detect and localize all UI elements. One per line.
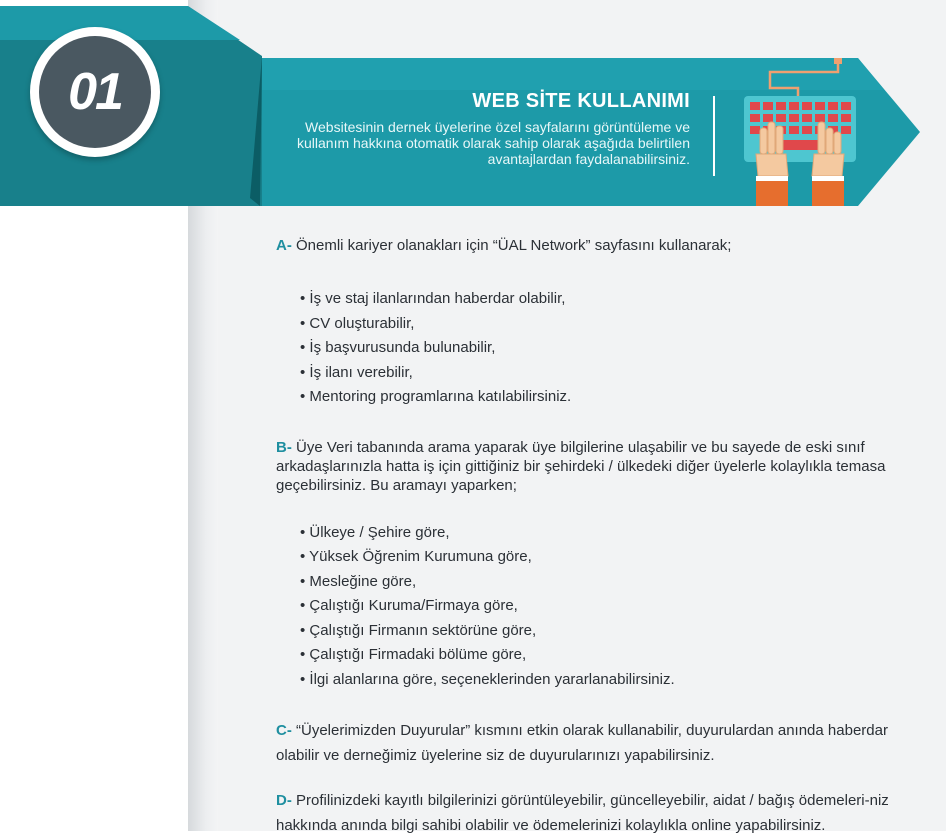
section-d-text: Profilinizdeki kayıtlı bilgilerinizi görüntüleyebilir, güncelleyebilir, aidat / bağış ödemeleri-niz hakkında anında bilgi sahibi olabilir ve ödemelerinizi kolaylıkla online yapabilirsiniz. bbox=[276, 792, 889, 834]
badge-number: 01 bbox=[39, 36, 151, 148]
list-item: • İş ilanı verebilir, bbox=[300, 361, 906, 386]
list-item: • İlgi alanlarına göre, seçeneklerinden yararlanabilirsiniz. bbox=[300, 668, 906, 693]
header-description: Websitesinin dernek üyelerine özel sayfalarını görüntüleme ve kullanım hakkına otomatik olarak sahip olarak aşağıda belirtilen avantajlardan faydalanabilirsiniz. bbox=[297, 119, 690, 167]
list-item: • Çalıştığı Firmanın sektörüne göre, bbox=[300, 619, 906, 644]
list-item: • Çalıştığı Firmadaki bölüme göre, bbox=[300, 643, 906, 668]
list-item: • İş ve staj ilanlarından haberdar olabilir, bbox=[300, 287, 906, 312]
list-item: • Mentoring programlarına katılabilirsiniz. bbox=[300, 385, 906, 410]
section-a-label: A- bbox=[276, 237, 292, 254]
list-item: • Yüksek Öğrenim Kurumuna göre, bbox=[300, 545, 906, 570]
header-title: WEB SİTE KULLANIMI bbox=[472, 90, 690, 112]
section-a-text: Önemli kariyer olanakları için “ÜAL Network” sayfasını kullanarak; bbox=[296, 237, 732, 254]
section-c-label: C- bbox=[276, 722, 292, 739]
list-item: • Ülkeye / Şehire göre, bbox=[300, 521, 906, 546]
section-c-text: “Üyelerimizden Duyurular” kısmını etkin olarak kullanabilir, duyurulardan anında haberdar olabilir ve derneğimiz üyelerine siz de duyurularınızı yapabilirsiniz. bbox=[276, 722, 888, 764]
keyboard-typing-icon bbox=[742, 58, 858, 208]
content bbox=[276, 236, 906, 838]
section-b-text: Üye Veri tabanında arama yaparak üye bilgilerine ulaşabilir ve bu sayede de eski sınıf arkadaşlarınızla hatta iş için gittiğiniz bir şehirdeki / ülkedeki diğer üyelerle kolaylıkla temasa geçebilirsiniz. Bu aramayı yaparken; bbox=[276, 438, 886, 494]
number-badge bbox=[30, 27, 160, 157]
section-c bbox=[276, 718, 906, 768]
list-item: • Çalıştığı Kuruma/Firmaya göre, bbox=[300, 594, 906, 619]
list-item: • İş başvurusunda bulunabilir, bbox=[300, 336, 906, 361]
header-text bbox=[270, 90, 690, 167]
section-d-label: D- bbox=[276, 792, 292, 809]
section-b-label: B- bbox=[276, 438, 292, 456]
list-item: • CV oluşturabilir, bbox=[300, 312, 906, 337]
section-a-list bbox=[276, 287, 906, 410]
header-divider bbox=[713, 96, 715, 176]
section-b-list bbox=[276, 521, 906, 693]
list-item: • Mesleğine göre, bbox=[300, 570, 906, 595]
section-b bbox=[276, 438, 906, 495]
section-a bbox=[276, 236, 906, 256]
